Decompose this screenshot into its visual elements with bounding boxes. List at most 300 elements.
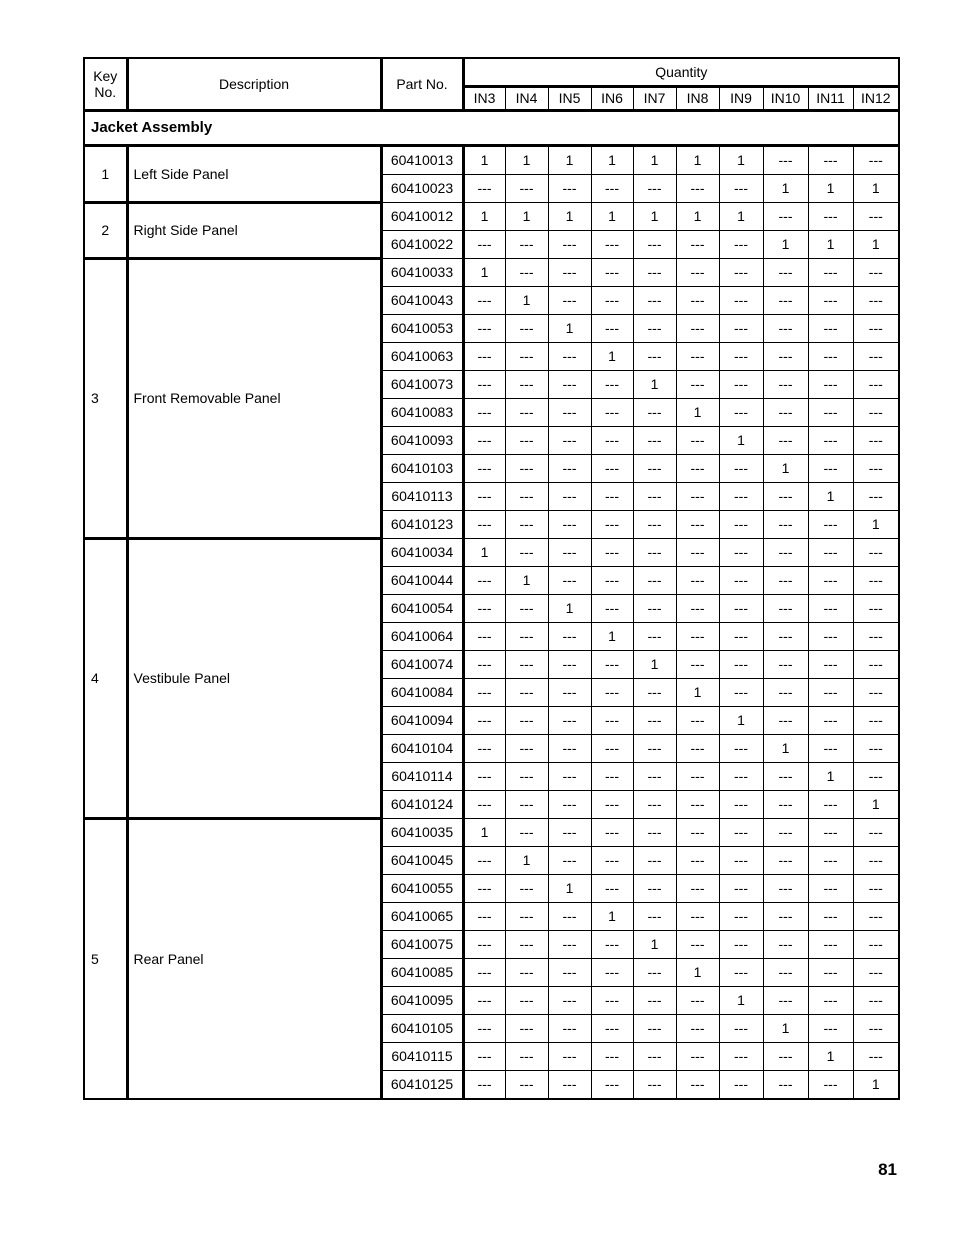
quantity-cell: ---: [548, 706, 591, 734]
quantity-cell: 1: [808, 1042, 853, 1070]
quantity-cell: ---: [591, 510, 633, 538]
quantity-cell: ---: [633, 426, 676, 454]
table-header: [84, 58, 899, 110]
quantity-cell: ---: [676, 930, 719, 958]
quantity-cell: ---: [591, 734, 633, 762]
quantity-cell: ---: [719, 678, 763, 706]
quantity-cell: ---: [763, 286, 808, 314]
quantity-cell: ---: [719, 286, 763, 314]
part-number: 60410043: [381, 286, 463, 314]
quantity-cell: ---: [676, 706, 719, 734]
quantity-cell: ---: [676, 762, 719, 790]
quantity-cell: ---: [763, 342, 808, 370]
quantity-cell: ---: [808, 1014, 853, 1042]
quantity-cell: ---: [463, 1070, 505, 1099]
quantity-cell: ---: [808, 650, 853, 678]
quantity-cell: ---: [676, 734, 719, 762]
quantity-cell: ---: [763, 1070, 808, 1099]
quantity-cell: ---: [763, 202, 808, 230]
quantity-cell: ---: [719, 370, 763, 398]
quantity-cell: ---: [808, 538, 853, 566]
quantity-cell: ---: [808, 734, 853, 762]
quantity-cell: 1: [548, 202, 591, 230]
quantity-cell: ---: [633, 258, 676, 286]
quantity-cell: 1: [548, 314, 591, 342]
part-number: 60410095: [381, 986, 463, 1014]
quantity-cell: ---: [548, 734, 591, 762]
quantity-cell: 1: [676, 398, 719, 426]
quantity-cell: ---: [676, 846, 719, 874]
model-header: IN6: [591, 86, 633, 110]
quantity-cell: 1: [853, 1070, 899, 1099]
quantity-cell: 1: [719, 706, 763, 734]
section-title: Jacket Assembly: [84, 110, 899, 145]
quantity-cell: ---: [676, 314, 719, 342]
quantity-cell: ---: [548, 398, 591, 426]
quantity-cell: ---: [548, 258, 591, 286]
quantity-cell: ---: [808, 342, 853, 370]
quantity-cell: ---: [505, 678, 548, 706]
quantity-cell: ---: [676, 538, 719, 566]
quantity-cell: ---: [763, 650, 808, 678]
quantity-cell: ---: [808, 314, 853, 342]
quantity-cell: 1: [763, 734, 808, 762]
quantity-cell: ---: [548, 818, 591, 846]
part-number: 60410055: [381, 874, 463, 902]
quantity-cell: ---: [633, 230, 676, 258]
quantity-cell: ---: [763, 145, 808, 174]
table-row: [84, 145, 899, 174]
quantity-cell: 1: [719, 426, 763, 454]
quantity-cell: ---: [853, 706, 899, 734]
quantity-cell: ---: [548, 230, 591, 258]
quantity-cell: ---: [853, 734, 899, 762]
quantity-cell: ---: [676, 902, 719, 930]
quantity-cell: ---: [676, 650, 719, 678]
quantity-cell: ---: [463, 622, 505, 650]
quantity-cell: ---: [463, 790, 505, 818]
quantity-cell: ---: [719, 510, 763, 538]
part-number: 60410123: [381, 510, 463, 538]
quantity-cell: 1: [463, 258, 505, 286]
quantity-cell: ---: [505, 342, 548, 370]
quantity-cell: ---: [463, 762, 505, 790]
quantity-cell: ---: [591, 678, 633, 706]
part-description: Vestibule Panel: [127, 538, 381, 818]
quantity-cell: ---: [633, 958, 676, 986]
quantity-cell: ---: [763, 818, 808, 846]
quantity-cell: 1: [463, 145, 505, 174]
quantity-cell: 1: [548, 594, 591, 622]
part-number: 60410124: [381, 790, 463, 818]
quantity-cell: ---: [808, 790, 853, 818]
quantity-cell: ---: [463, 706, 505, 734]
table-row: [84, 258, 899, 286]
quantity-cell: ---: [505, 538, 548, 566]
quantity-cell: ---: [548, 482, 591, 510]
quantity-cell: ---: [676, 426, 719, 454]
quantity-cell: ---: [505, 902, 548, 930]
quantity-cell: ---: [505, 370, 548, 398]
quantity-cell: ---: [591, 846, 633, 874]
quantity-cell: ---: [763, 874, 808, 902]
quantity-cell: ---: [719, 818, 763, 846]
part-number: 60410084: [381, 678, 463, 706]
part-number: 60410053: [381, 314, 463, 342]
quantity-cell: 1: [808, 174, 853, 202]
quantity-cell: ---: [505, 426, 548, 454]
quantity-cell: ---: [591, 538, 633, 566]
quantity-cell: ---: [591, 314, 633, 342]
model-header: IN5: [548, 86, 591, 110]
quantity-cell: ---: [763, 762, 808, 790]
quantity-cell: ---: [763, 314, 808, 342]
quantity-cell: 1: [763, 454, 808, 482]
quantity-cell: ---: [719, 734, 763, 762]
quantity-cell: ---: [591, 1070, 633, 1099]
quantity-cell: ---: [853, 286, 899, 314]
part-number: 60410034: [381, 538, 463, 566]
quantity-cell: ---: [633, 1014, 676, 1042]
quantity-cell: 1: [763, 1014, 808, 1042]
quantity-cell: ---: [505, 314, 548, 342]
quantity-cell: ---: [633, 902, 676, 930]
quantity-cell: ---: [676, 454, 719, 482]
quantity-cell: ---: [548, 538, 591, 566]
quantity-cell: ---: [591, 986, 633, 1014]
quantity-cell: ---: [853, 314, 899, 342]
part-description: Front Removable Panel: [127, 258, 381, 538]
quantity-cell: ---: [548, 622, 591, 650]
quantity-cell: ---: [505, 258, 548, 286]
quantity-cell: ---: [676, 986, 719, 1014]
quantity-cell: ---: [548, 370, 591, 398]
quantity-cell: ---: [633, 314, 676, 342]
quantity-cell: ---: [591, 426, 633, 454]
quantity-cell: 1: [719, 986, 763, 1014]
quantity-cell: ---: [853, 930, 899, 958]
quantity-cell: ---: [676, 174, 719, 202]
quantity-cell: ---: [463, 342, 505, 370]
quantity-cell: ---: [633, 986, 676, 1014]
quantity-cell: ---: [548, 454, 591, 482]
quantity-cell: ---: [463, 174, 505, 202]
quantity-cell: ---: [463, 874, 505, 902]
model-header: IN7: [633, 86, 676, 110]
quantity-cell: ---: [463, 846, 505, 874]
quantity-cell: ---: [719, 958, 763, 986]
quantity-cell: ---: [853, 874, 899, 902]
quantity-cell: ---: [463, 370, 505, 398]
part-number: 60410045: [381, 846, 463, 874]
quantity-cell: ---: [853, 846, 899, 874]
quantity-cell: ---: [548, 902, 591, 930]
quantity-cell: ---: [853, 762, 899, 790]
part-number: 60410063: [381, 342, 463, 370]
quantity-cell: 1: [548, 874, 591, 902]
quantity-cell: ---: [633, 566, 676, 594]
quantity-cell: ---: [853, 622, 899, 650]
quantity-cell: ---: [633, 538, 676, 566]
quantity-cell: 1: [676, 202, 719, 230]
quantity-cell: ---: [505, 510, 548, 538]
quantity-cell: ---: [719, 174, 763, 202]
quantity-cell: ---: [463, 1042, 505, 1070]
quantity-cell: ---: [633, 286, 676, 314]
quantity-cell: ---: [591, 958, 633, 986]
quantity-cell: ---: [633, 342, 676, 370]
quantity-cell: ---: [719, 930, 763, 958]
quantity-cell: ---: [853, 650, 899, 678]
quantity-cell: ---: [719, 1014, 763, 1042]
quantity-cell: 1: [853, 790, 899, 818]
quantity-cell: ---: [808, 846, 853, 874]
quantity-cell: ---: [633, 1042, 676, 1070]
quantity-cell: ---: [808, 1070, 853, 1099]
quantity-cell: 1: [633, 930, 676, 958]
part-number: 60410125: [381, 1070, 463, 1099]
part-number: 60410113: [381, 482, 463, 510]
quantity-cell: ---: [591, 566, 633, 594]
quantity-cell: ---: [548, 846, 591, 874]
quantity-cell: 1: [719, 202, 763, 230]
quantity-cell: ---: [463, 986, 505, 1014]
key-number: 3: [84, 258, 127, 538]
quantity-cell: ---: [763, 510, 808, 538]
quantity-cell: ---: [591, 398, 633, 426]
quantity-cell: ---: [853, 482, 899, 510]
quantity-cell: ---: [719, 566, 763, 594]
quantity-cell: ---: [591, 874, 633, 902]
quantity-cell: ---: [505, 482, 548, 510]
quantity-cell: ---: [463, 314, 505, 342]
quantity-cell: ---: [808, 930, 853, 958]
quantity-cell: ---: [591, 930, 633, 958]
quantity-cell: ---: [763, 902, 808, 930]
quantity-cell: ---: [463, 398, 505, 426]
quantity-cell: ---: [676, 790, 719, 818]
quantity-cell: ---: [719, 622, 763, 650]
quantity-cell: ---: [463, 286, 505, 314]
quantity-cell: 1: [463, 818, 505, 846]
quantity-cell: ---: [719, 650, 763, 678]
part-number: 60410083: [381, 398, 463, 426]
quantity-cell: ---: [633, 594, 676, 622]
quantity-cell: ---: [591, 174, 633, 202]
quantity-cell: ---: [719, 874, 763, 902]
key-number: 1: [84, 145, 127, 202]
quantity-cell: ---: [763, 258, 808, 286]
quantity-cell: ---: [676, 258, 719, 286]
quantity-cell: ---: [548, 930, 591, 958]
quantity-cell: ---: [591, 818, 633, 846]
quantity-cell: ---: [548, 650, 591, 678]
quantity-cell: ---: [633, 1070, 676, 1099]
quantity-cell: ---: [853, 370, 899, 398]
quantity-cell: ---: [763, 986, 808, 1014]
quantity-cell: ---: [676, 370, 719, 398]
quantity-cell: ---: [676, 622, 719, 650]
quantity-cell: 1: [505, 145, 548, 174]
quantity-cell: ---: [463, 930, 505, 958]
quantity-cell: 1: [633, 370, 676, 398]
quantity-cell: ---: [505, 174, 548, 202]
quantity-cell: ---: [505, 790, 548, 818]
quantity-cell: ---: [463, 566, 505, 594]
part-number: 60410023: [381, 174, 463, 202]
description-header: Description: [127, 58, 381, 110]
quantity-cell: ---: [763, 846, 808, 874]
quantity-cell: 1: [505, 846, 548, 874]
model-header: IN10: [763, 86, 808, 110]
quantity-cell: ---: [548, 342, 591, 370]
quantity-cell: 1: [719, 145, 763, 174]
table-row: [84, 202, 899, 230]
quantity-cell: ---: [763, 958, 808, 986]
quantity-cell: ---: [505, 622, 548, 650]
quantity-cell: ---: [808, 370, 853, 398]
quantity-cell: ---: [719, 538, 763, 566]
quantity-cell: ---: [676, 874, 719, 902]
quantity-cell: ---: [719, 846, 763, 874]
quantity-cell: ---: [633, 734, 676, 762]
quantity-cell: ---: [808, 902, 853, 930]
quantity-cell: ---: [853, 202, 899, 230]
part-number: 60410093: [381, 426, 463, 454]
quantity-cell: ---: [676, 510, 719, 538]
quantity-cell: ---: [808, 258, 853, 286]
part-number: 60410013: [381, 145, 463, 174]
parts-table: [83, 57, 900, 1100]
quantity-cell: ---: [591, 1014, 633, 1042]
quantity-cell: ---: [591, 1042, 633, 1070]
part-no-header: Part No.: [381, 58, 463, 110]
quantity-cell: ---: [853, 594, 899, 622]
model-header: IN4: [505, 86, 548, 110]
quantity-cell: ---: [548, 678, 591, 706]
quantity-cell: 1: [808, 482, 853, 510]
part-number: 60410085: [381, 958, 463, 986]
part-number: 60410115: [381, 1042, 463, 1070]
quantity-cell: ---: [719, 342, 763, 370]
quantity-cell: ---: [463, 650, 505, 678]
quantity-cell: ---: [719, 762, 763, 790]
quantity-cell: ---: [808, 426, 853, 454]
quantity-cell: ---: [633, 762, 676, 790]
key-number: 4: [84, 538, 127, 818]
model-header: IN12: [853, 86, 899, 110]
part-number: 60410074: [381, 650, 463, 678]
quantity-cell: ---: [808, 622, 853, 650]
quantity-cell: ---: [463, 958, 505, 986]
quantity-cell: 1: [591, 202, 633, 230]
quantity-cell: ---: [505, 706, 548, 734]
quantity-cell: ---: [633, 790, 676, 818]
quantity-cell: ---: [463, 902, 505, 930]
quantity-cell: 1: [763, 230, 808, 258]
quantity-cell: ---: [719, 1070, 763, 1099]
quantity-cell: ---: [808, 958, 853, 986]
quantity-cell: 1: [591, 342, 633, 370]
quantity-cell: ---: [633, 874, 676, 902]
part-number: 60410035: [381, 818, 463, 846]
quantity-cell: ---: [633, 482, 676, 510]
quantity-cell: ---: [505, 594, 548, 622]
quantity-cell: ---: [505, 230, 548, 258]
quantity-cell: ---: [548, 790, 591, 818]
quantity-cell: 1: [853, 230, 899, 258]
quantity-cell: ---: [763, 566, 808, 594]
quantity-cell: ---: [633, 706, 676, 734]
model-header: IN8: [676, 86, 719, 110]
quantity-cell: ---: [505, 398, 548, 426]
quantity-cell: ---: [719, 230, 763, 258]
quantity-cell: ---: [591, 286, 633, 314]
quantity-cell: ---: [808, 818, 853, 846]
table-body: [84, 110, 899, 1099]
quantity-cell: ---: [853, 986, 899, 1014]
quantity-cell: ---: [505, 930, 548, 958]
table-row: [84, 818, 899, 846]
quantity-cell: ---: [808, 986, 853, 1014]
quantity-cell: ---: [633, 678, 676, 706]
model-header: IN9: [719, 86, 763, 110]
quantity-cell: ---: [548, 762, 591, 790]
quantity-cell: 1: [591, 145, 633, 174]
quantity-cell: ---: [808, 678, 853, 706]
quantity-cell: 1: [808, 230, 853, 258]
quantity-cell: ---: [463, 1014, 505, 1042]
quantity-cell: ---: [505, 454, 548, 482]
part-number: 60410012: [381, 202, 463, 230]
quantity-cell: ---: [853, 678, 899, 706]
quantity-header: Quantity: [463, 58, 899, 86]
quantity-cell: ---: [853, 258, 899, 286]
quantity-cell: ---: [633, 174, 676, 202]
part-number: 60410022: [381, 230, 463, 258]
quantity-cell: ---: [763, 930, 808, 958]
quantity-cell: ---: [763, 370, 808, 398]
quantity-cell: ---: [853, 538, 899, 566]
quantity-cell: ---: [853, 145, 899, 174]
quantity-cell: ---: [633, 398, 676, 426]
quantity-cell: ---: [808, 706, 853, 734]
quantity-cell: 1: [808, 762, 853, 790]
quantity-cell: ---: [591, 230, 633, 258]
quantity-cell: ---: [676, 818, 719, 846]
table-row: [84, 538, 899, 566]
quantity-cell: ---: [591, 370, 633, 398]
quantity-cell: ---: [853, 958, 899, 986]
quantity-cell: ---: [633, 846, 676, 874]
quantity-cell: ---: [763, 790, 808, 818]
quantity-cell: ---: [676, 594, 719, 622]
quantity-cell: ---: [763, 538, 808, 566]
quantity-cell: ---: [463, 594, 505, 622]
quantity-cell: ---: [763, 398, 808, 426]
quantity-cell: ---: [719, 482, 763, 510]
part-number: 60410104: [381, 734, 463, 762]
quantity-cell: ---: [676, 1014, 719, 1042]
quantity-cell: ---: [719, 398, 763, 426]
quantity-cell: ---: [505, 650, 548, 678]
part-number: 60410044: [381, 566, 463, 594]
quantity-cell: ---: [719, 902, 763, 930]
quantity-cell: ---: [505, 1070, 548, 1099]
quantity-cell: ---: [591, 650, 633, 678]
quantity-cell: ---: [763, 482, 808, 510]
part-number: 60410065: [381, 902, 463, 930]
